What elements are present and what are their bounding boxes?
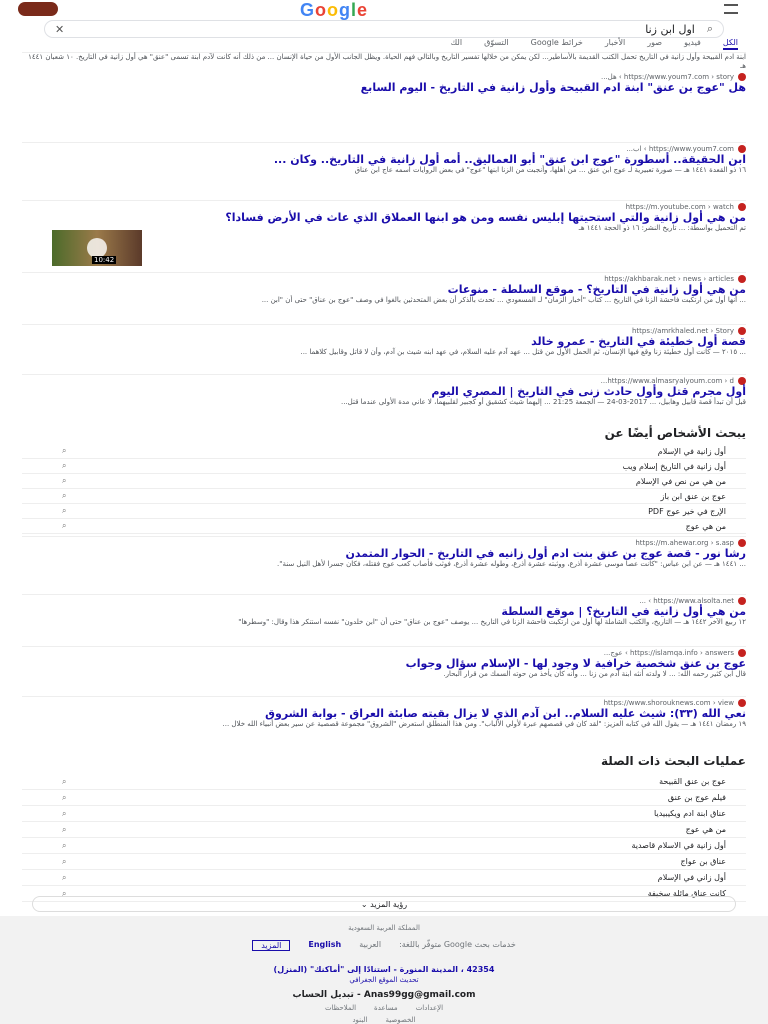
- result-source[interactable]: https://www.youm7.com › story › هل...: [22, 71, 746, 81]
- related-searches: [22, 752, 746, 902]
- favicon-icon: [738, 539, 746, 547]
- search-input[interactable]: اول ابن زنا: [645, 22, 695, 36]
- related-item[interactable]: من هي عوج ⌕: [22, 822, 746, 838]
- google-logo[interactable]: Google: [300, 0, 369, 20]
- favicon-icon: [738, 73, 746, 81]
- tab-all[interactable]: الكل: [723, 38, 738, 50]
- settings-link[interactable]: الإعدادات: [415, 1004, 444, 1012]
- result: [22, 594, 746, 644]
- update-location-link[interactable]: تحديث الموقع الجغرافي: [349, 976, 419, 984]
- result-source[interactable]: https://m.ahewar.org › s.asp: [22, 537, 746, 547]
- result-title[interactable]: رشا نور - قصة عوج بن عنق بنت ادم أول زانيه في التاريخ - الحوار المتمدن: [345, 547, 746, 560]
- result-snippet: ... ١٤٤١ هـ — عن ابن عباس: "كانت عصا موسى عشرة أذرع، ووثبته عشرة أذرع، وطوله عشرة أذرع، فوثب فأصاب كعب عوج فقتله، فكان جسرا لأهل النيل سنة".: [277, 560, 746, 568]
- lang-english[interactable]: English: [308, 940, 342, 949]
- result-title[interactable]: من هي أول زانية في التاريخ؟ | موقع السلطة: [501, 605, 746, 618]
- related-heading: عمليات البحث ذات الصلة: [601, 754, 746, 768]
- search-icon: ⌕: [62, 506, 67, 515]
- result-source[interactable]: https://www.alsolta.net › ...: [22, 595, 746, 605]
- help-link[interactable]: مساعدة: [374, 1004, 398, 1012]
- result-title[interactable]: قصة أول خطيئة في التاريخ - عمرو خالد: [531, 335, 746, 348]
- footer-links: [0, 1000, 768, 1012]
- people-item[interactable]: أول زانية في التاريخ إسلام ويب ⌕: [22, 459, 746, 474]
- result: [22, 324, 746, 372]
- result-source[interactable]: https://islamqa.info › answers › عوج...: [22, 647, 746, 657]
- result-title[interactable]: نعي الله (٣٣): شيث عليه السلام.. ابن آدم الذي لا يزال بقيته صابئة العراق - بوابة الشروق: [265, 707, 746, 720]
- search-icon: ⌕: [62, 872, 67, 882]
- close-icon[interactable]: ✕: [55, 22, 65, 36]
- lang-arabic[interactable]: العربية: [359, 940, 382, 949]
- result-title[interactable]: أول مجرم قتل وأول حادث زنى في التاريخ | المصري اليوم: [431, 385, 746, 398]
- account-switch[interactable]: Anas99gg@gmail.com - تبديل الحساب: [292, 990, 476, 1000]
- favicon-icon: [738, 203, 746, 211]
- location: 42354 ، المدينة المنورة - استنادًا إلى "أماكنك" (المنزل): [273, 965, 495, 974]
- language-bar: [0, 932, 768, 951]
- related-item[interactable]: أول زاني في الإسلام ⌕: [22, 870, 746, 886]
- favicon-icon: [738, 649, 746, 657]
- people-item[interactable]: أول زانية في الإسلام ⌕: [22, 444, 746, 459]
- result: [22, 52, 746, 140]
- result-snippet: ... أنها أول من ارتكبت فاحشة الزنا في التاريخ ... كتاب "أخبار الزمان" لـ المسعودي ... تحدث بالذكر أن بعض المتحدثين بالغوا في وصف "عوج بن عناق" حتى أن "ابن ...: [261, 296, 746, 304]
- result-title[interactable]: من هي أول زانية في التاريخ؟ - موقع السلطة - منوعات: [447, 283, 746, 296]
- favicon-icon: [738, 597, 746, 605]
- result-title[interactable]: ابن الحقيقة.. أسطورة "عوج ابن عنق" أبو العماليق.. أمه أول زانية في التاريخ.. وكان ...: [273, 153, 746, 166]
- result-snippet: قال ابن كثير رحمه الله: ... لا ولدته أنثه ابنة آدم من زنا ... وأنه كان يأخذ من حوته السمك من قرار البحار.: [443, 670, 746, 678]
- footer: [0, 916, 768, 1024]
- result-source[interactable]: https://www.almasryalyoum.com › d...: [22, 375, 746, 385]
- search-icon: ⌕: [62, 476, 67, 485]
- language-label: خدمات بحث Google متوفّر باللغة:: [399, 940, 516, 949]
- result-source[interactable]: https://m.youtube.com › watch: [22, 201, 746, 211]
- result-snippet: قبل أن تبدأ قصة قابيل وهابيل، ... 2017-03-24 — الجمعة 21:25 ... إليهما شيث كشقيق أو كجبير لقلبيهما، لا عاني مدة الأولى عندما قتل...: [340, 398, 746, 406]
- tabs: [40, 38, 738, 50]
- result-snippet: ١٩ رمضان ١٤٤١ هـ — يقول الله في كتابه العزيز: "لقد كان في قصصهم عبرة لأولي الألباب". ومن هذا المنطلق استعرض "الشروق" مجموعة قصصية عن سير بعض أنبياء الله خلال ...: [222, 720, 746, 728]
- privacy-link[interactable]: الخصوصية: [385, 1016, 416, 1024]
- favicon-icon: [738, 327, 746, 335]
- search-icon: ⌕: [62, 491, 67, 500]
- people-item[interactable]: من هي من نص في الإسلام ⌕: [22, 474, 746, 489]
- search-icon: ⌕: [62, 521, 67, 530]
- people-item[interactable]: الإرج في خير عوج PDF ⌕: [22, 504, 746, 519]
- video-duration: 10:42: [94, 256, 115, 264]
- play-icon[interactable]: [87, 238, 107, 258]
- avatar[interactable]: [18, 2, 58, 16]
- result-snippet: ... ٢٠١٥ — كانت أول خطيئة زنا وقع فيها الإنسان، ثم الحمل الأول من قتل ... عهد آدم عليه السلام، في عهد ابنه شيث بن آدم، وأن لا قاتل وقابيل كلاهما ...: [300, 348, 746, 356]
- people-heading: يبحث الأشخاص أيضًا عن: [604, 426, 746, 440]
- search-icon: ⌕: [62, 856, 67, 866]
- result-title[interactable]: من هي أول زانية والتي استحيتها إبليس نفسه ومن هو ابنها العملاق الذي عاث في الأرض فسادا؟: [225, 211, 746, 224]
- result-snippet: تم التحميل بواسطة: ... تاريخ النشر: ١٦ ذو الحجة ١٤٤١ هـ: [578, 224, 746, 232]
- favicon-icon: [738, 699, 746, 707]
- search-icon: ⌕: [62, 461, 67, 470]
- search-icon: ⌕: [62, 792, 67, 802]
- search-icon: ⌕: [62, 824, 67, 834]
- terms-link[interactable]: البنود: [352, 1016, 368, 1024]
- search-icon[interactable]: ⌕: [706, 22, 713, 35]
- see-more-button[interactable]: رؤية المزيد ⌄: [32, 896, 736, 912]
- result: [22, 272, 746, 322]
- tab-news[interactable]: الأخبار: [604, 38, 626, 47]
- menu-icon[interactable]: [724, 4, 738, 14]
- result-title[interactable]: هل "عوج بن عنق" ابنة ادم القبيحة وأول زانية في التاريخ - اليوم السابع: [360, 81, 746, 94]
- search-icon: ⌕: [62, 888, 67, 898]
- search-icon: ⌕: [62, 776, 67, 786]
- search-box[interactable]: [44, 20, 724, 38]
- video-thumbnail[interactable]: [52, 230, 142, 266]
- result: [22, 142, 746, 198]
- search-icon: ⌕: [62, 808, 67, 818]
- tab-more[interactable]: الك: [450, 38, 463, 47]
- result-snippet: ١٢ ربيع الآخر ١٤٤٢ هـ — التاريخ، والكتب الشاملة لها أول من ارتكبت فاحشة الزنا في التاريخ ... يوصف "عوج بن عناق" حتى أن "ابن خلدون" نفسه استنكر هذا وقال: "وسطرها": [238, 618, 746, 626]
- favicon-icon: [738, 377, 746, 385]
- chevron-down-icon: ⌄: [360, 899, 368, 909]
- related-item[interactable]: كانت عناق مائلة سخيفة ⌕: [22, 886, 746, 902]
- result: [22, 696, 746, 750]
- people-item[interactable]: عوج بن عنق ابن باز ⌕: [22, 489, 746, 504]
- tab-maps[interactable]: خرائط Google: [530, 38, 583, 47]
- result-snippet: ابنة ادم القبيحة وأول زانية في التاريخ تحمل الكتب القديمة بالأساطير... لكن يمكن من خلالها تفسير التاريخ وبالتالي فهم الحياة. ويظل الجانب الأول من حياة الإنسان ... من ذلك أنه كانت لآدم ابنة تسمى "عنق" هي أول زانية في التاريخ. ١٠ شعبان ١٤٤١ هـ: [28, 53, 746, 70]
- result-source[interactable]: https://www.youm7.com › اب...: [22, 143, 746, 153]
- tab-shopping[interactable]: التسوّق: [484, 38, 509, 47]
- result-source[interactable]: https://www.shorouknews.com › view: [22, 697, 746, 707]
- country: المملكة العربية السعودية: [348, 924, 420, 932]
- favicon-icon: [738, 145, 746, 153]
- related-item[interactable]: أول زانية في الاسلام قاصدية ⌕: [22, 838, 746, 854]
- search-icon: ⌕: [62, 840, 67, 850]
- more-languages-button[interactable]: المزيد: [252, 940, 290, 951]
- result-snippet: ١٦ ذو القعدة ١٤٤١ هـ — صورة تعبيرية لـ عوج ابن عنق ... من أهلها، وأنجبت من الزنا ابنها "عوج" في بعض الروايات اسمه عاج ابن عناق: [354, 166, 746, 174]
- related-item[interactable]: عوج بن عنق القبيحة ⌕: [22, 774, 746, 790]
- tab-videos[interactable]: فيديو: [684, 38, 701, 47]
- favicon-icon: [738, 275, 746, 283]
- footer-links-2: [0, 1012, 768, 1024]
- result: [22, 374, 746, 424]
- result-source[interactable]: https://amrkhaled.net › Story: [22, 325, 746, 335]
- top-bar: [0, 0, 768, 20]
- result-title[interactable]: عوج بن عنق شخصية خرافية لا وجود لها - الإسلام سؤال وجواب: [405, 657, 746, 670]
- result: [22, 646, 746, 694]
- people-also-search: [22, 424, 746, 534]
- result-source[interactable]: https://akhbarak.net › news › articles: [22, 273, 746, 283]
- related-item[interactable]: عناق ابنة ادم ويكيبيديا ⌕: [22, 806, 746, 822]
- people-item[interactable]: من هي عوج ⌕: [22, 519, 746, 534]
- search-icon: ⌕: [62, 446, 67, 455]
- tab-images[interactable]: صور: [647, 38, 663, 47]
- related-item[interactable]: فيلم عوج بن عنق ⌕: [22, 790, 746, 806]
- related-item[interactable]: عناق بن عواج ⌕: [22, 854, 746, 870]
- result: [22, 536, 746, 592]
- feedback-link[interactable]: الملاحظات: [324, 1004, 357, 1012]
